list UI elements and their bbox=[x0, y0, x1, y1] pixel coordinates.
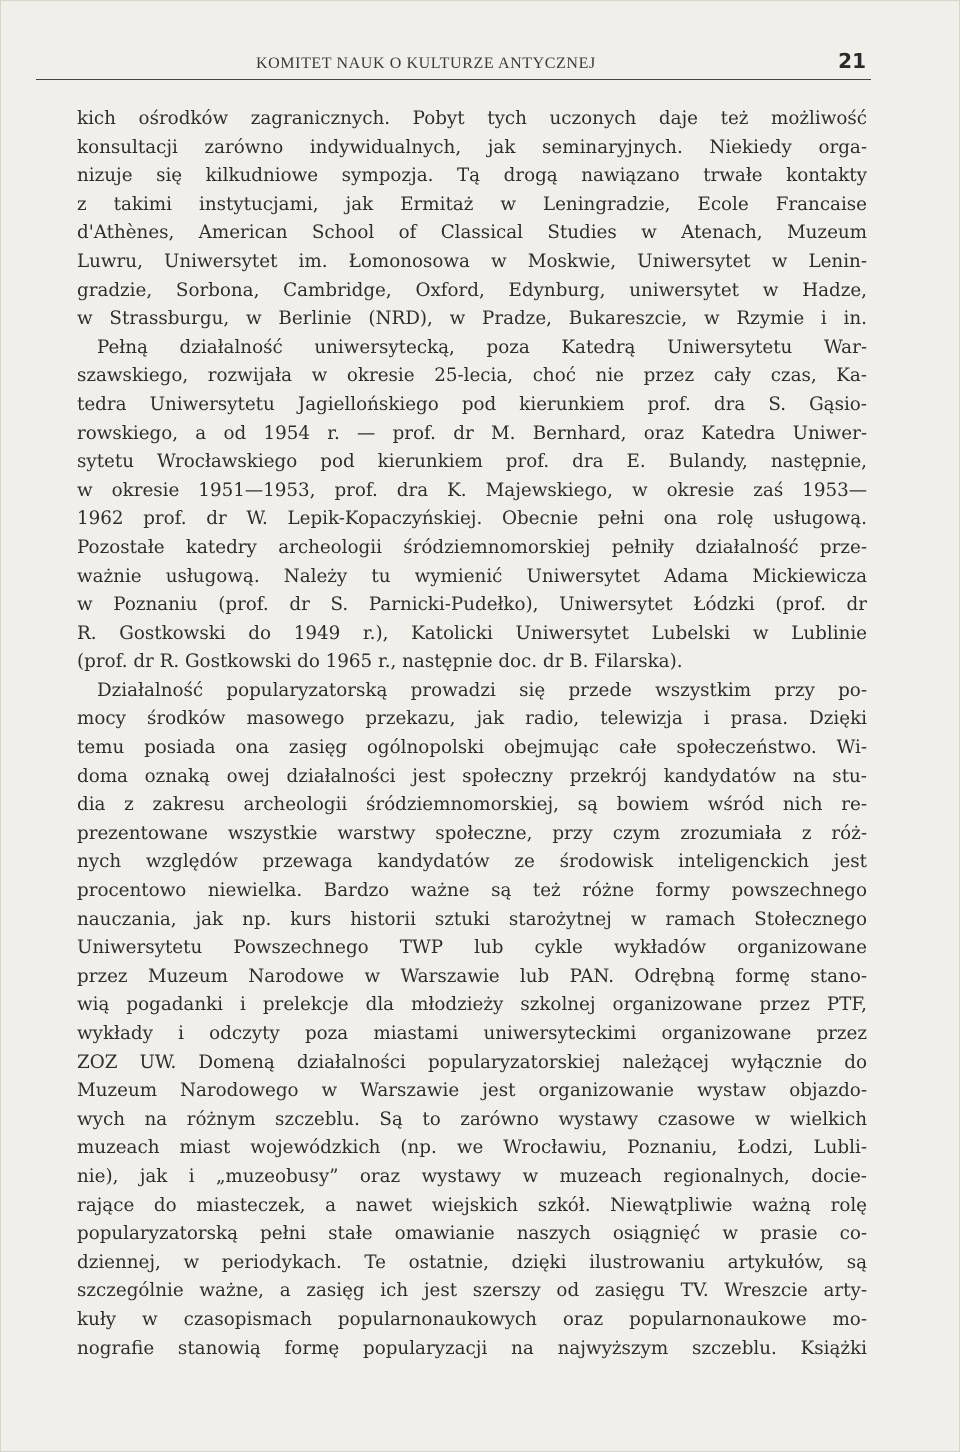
text-line: doma oznaką owej działalności jest społeczny przekrój kandydatów na stu- bbox=[77, 765, 867, 787]
text-line: tedra Uniwersytetu Jagiellońskiego pod kierunkiem prof. dra S. Gąsio- bbox=[77, 393, 867, 415]
text-line: temu posiada ona zasięg ogólnopolski obejmując całe społeczeństwo. Wi- bbox=[77, 737, 867, 759]
text-line: gradzie, Sorbona, Cambridge, Oxford, Edynburg, uniwersytet w Hadze, bbox=[77, 279, 867, 301]
text-line: konsultacji zarówno indywidualnych, jak seminaryjnych. Niekiedy orga- bbox=[77, 136, 867, 158]
running-head bbox=[256, 49, 866, 79]
body-text bbox=[77, 105, 867, 1363]
text-line: R. Gostkowski do 1949 r.), Katolicki Uniwersytet Lubelski w Lublinie bbox=[77, 622, 867, 644]
text-line: Pełną działalność uniwersytecką, poza Katedrą Uniwersytetu War- bbox=[97, 336, 867, 358]
text-line: popularyzatorską pełni stałe omawianie naszych osiągnięć w prasie co- bbox=[77, 1223, 867, 1245]
header-rule bbox=[36, 79, 871, 80]
text-line: Luwru, Uniwersytet im. Łomonosowa w Moskwie, Uniwersytet w Lenin- bbox=[77, 250, 867, 272]
text-line: w Poznaniu (prof. dr S. Parnicki-Pudełko), Uniwersytet Łódzki (prof. dr bbox=[77, 594, 867, 616]
text-line: sytetu Wrocławskiego pod kierunkiem prof. dra E. Bulandy, następnie, bbox=[77, 451, 867, 473]
text-line: ZOZ UW. Domeną działalności popularyzatorskiej należącej wyłącznie do bbox=[77, 1051, 867, 1073]
text-line: w Strassburgu, w Berlinie (NRD), w Pradze, Bukareszcie, w Rzymie i in. bbox=[77, 308, 867, 330]
text-line: nie), jak i „muzeobusy” oraz wystawy w muzeach regionalnych, docie- bbox=[77, 1165, 867, 1187]
text-line: nografie stanowią formę popularyzacji na najwyższym szczeblu. Książki bbox=[77, 1337, 867, 1359]
text-line: Działalność popularyzatorską prowadzi się przede wszystkim przy po- bbox=[97, 679, 867, 701]
text-line: Uniwersytetu Powszechnego TWP lub cykle wykładów organizowane bbox=[77, 937, 867, 959]
text-line: Pozostałe katedry archeologii śródziemnomorskiej pełniły działalność prze- bbox=[77, 536, 867, 558]
text-line: nauczania, jak np. kurs historii sztuki starożytnej w ramach Stołecznego bbox=[77, 908, 867, 930]
text-line: wykłady i odczyty poza miastami uniwersyteckimi organizowane przez bbox=[77, 1023, 867, 1044]
text-line: dia z zakresu archeologii śródziemnomorskiej, są bowiem wśród nich re- bbox=[77, 794, 867, 816]
page-number: 21 bbox=[838, 49, 866, 73]
text-line: Muzeum Narodowego w Warszawie jest organizowanie wystaw objazdo- bbox=[77, 1080, 867, 1102]
text-line: w okresie 1951—1953, prof. dra K. Majewskiego, w okresie zaś 1953— bbox=[77, 479, 867, 501]
text-line: kich ośrodków zagranicznych. Pobyt tych uczonych daje też możliwość bbox=[77, 108, 867, 129]
text-line: dziennej, w periodykach. Te ostatnie, dzięki ilustrowaniu artykułów, są bbox=[77, 1251, 867, 1273]
text-line: ważnie usługową. Należy tu wymienić Uniwersytet Adama Mickiewicza bbox=[77, 565, 867, 587]
text-line: wią pogadanki i prelekcje dla młodzieży szkolnej organizowane przez PTF, bbox=[77, 994, 867, 1016]
text-line: mocy środków masowego przekazu, jak radio, telewizja i prasa. Dzięki bbox=[77, 708, 867, 730]
text-line: rające do miasteczek, a nawet wiejskich szkół. Niewątpliwie ważną rolę bbox=[77, 1194, 867, 1216]
text-line: szawskiego, rozwijała w okresie 25-lecia, choć nie przez cały czas, Ka- bbox=[77, 365, 867, 387]
text-line: kuły w czasopismach popularnonaukowych oraz popularnonaukowe mo- bbox=[77, 1308, 867, 1330]
text-line: przez Muzeum Narodowe w Warszawie lub PAN. Odrębną formę stano- bbox=[77, 965, 867, 987]
text-line: szczególnie ważne, a zasięg ich jest szerszy od zasięgu TV. Wreszcie arty- bbox=[77, 1280, 867, 1302]
text-line: (prof. dr R. Gostkowski do 1965 r., następnie doc. dr B. Filarska). bbox=[77, 651, 683, 673]
text-line: procentowo niewielka. Bardzo ważne są też różne formy powszechnego bbox=[77, 880, 867, 902]
text-line: d'Athènes, American School of Classical Studies w Atenach, Muzeum bbox=[77, 222, 867, 244]
text-line: prezentowane wszystkie warstwy społeczne, przy czym zrozumiała z róż- bbox=[77, 822, 867, 844]
text-line: 1962 prof. dr W. Lepik-Kopaczyńskiej. Obecnie pełni ona rolę usługową. bbox=[77, 508, 867, 530]
running-title: KOMITET NAUK O KULTURZE ANTYCZNEJ bbox=[256, 55, 596, 72]
text-line: z takimi instytucjami, jak Ermitaż w Leningradzie, Ecole Francaise bbox=[77, 193, 867, 215]
text-line: nizuje się kilkudniowe sympozja. Tą drogą nawiązano trwałe kontakty bbox=[77, 165, 867, 187]
text-line: rowskiego, a od 1954 r. — prof. dr M. Bernhard, oraz Katedra Uniwer- bbox=[77, 422, 867, 444]
text-line: wych na różnym szczeblu. Są to zarówno wystawy czasowe w wielkich bbox=[77, 1108, 867, 1130]
text-line: nych względów przewaga kandydatów ze środowisk inteligenckich jest bbox=[77, 851, 867, 873]
text-line: muzeach miast wojewódzkich (np. we Wrocławiu, Poznaniu, Łodzi, Lubli- bbox=[77, 1137, 867, 1159]
